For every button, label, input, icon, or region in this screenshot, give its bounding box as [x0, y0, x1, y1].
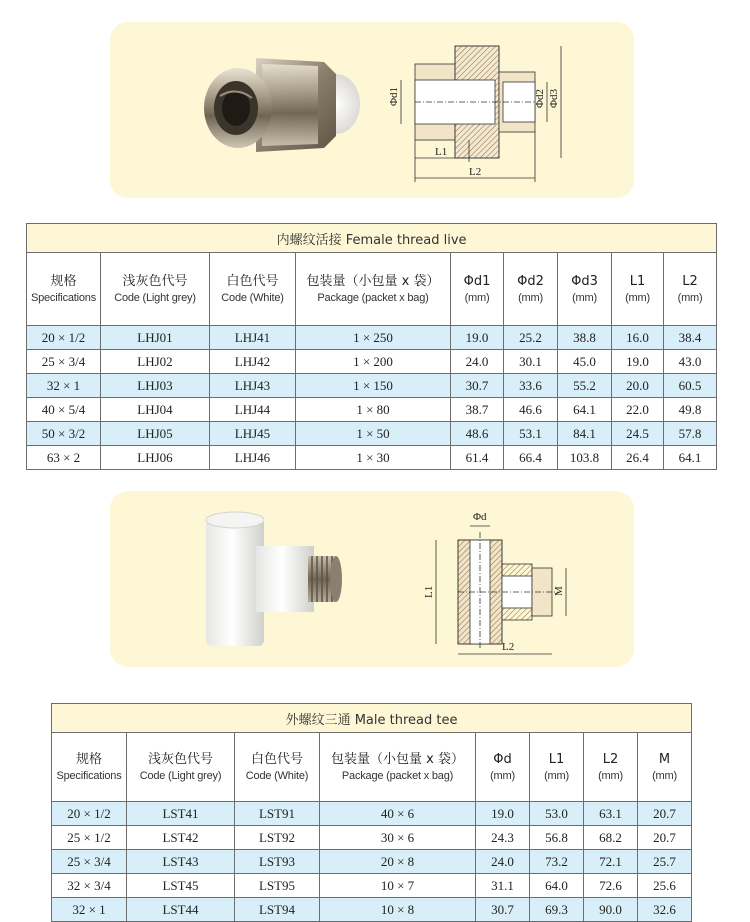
table-cell: 16.0 — [612, 326, 664, 350]
table-cell: 48.6 — [451, 422, 504, 446]
table-cell: 31.1 — [476, 874, 530, 898]
header-spec: 规格 Specifications — [27, 253, 101, 326]
table-cell: LHJ05 — [101, 422, 210, 446]
table-row — [27, 446, 717, 470]
header-l1: L1 (mm) — [530, 733, 584, 802]
table-cell: LST41 — [127, 802, 235, 826]
table-cell: 25.2 — [504, 326, 558, 350]
table-cell: 55.2 — [558, 374, 612, 398]
table-cell: LHJ46 — [210, 446, 296, 470]
header-code-grey: 浅灰色代号 Code (Light grey) — [127, 733, 235, 802]
table-cell: 38.4 — [664, 326, 717, 350]
dim-label-l2: L2 — [502, 641, 515, 653]
header-spec: 规格 Specifications — [52, 733, 127, 802]
table-cell: LST45 — [127, 874, 235, 898]
table-cell: LST93 — [235, 850, 320, 874]
table-cell: 53.0 — [530, 802, 584, 826]
tee-technical-drawing — [418, 502, 588, 662]
table-cell: 84.1 — [558, 422, 612, 446]
header-d1: Φd1 (mm) — [451, 253, 504, 326]
table-cell: 63 × 2 — [27, 446, 101, 470]
dim-label-l2: L2 — [469, 166, 482, 178]
header-d: Φd (mm) — [476, 733, 530, 802]
header-code-white: 白色代号 Code (White) — [210, 253, 296, 326]
table-cell: 10 × 7 — [320, 874, 476, 898]
table-cell: 61.4 — [451, 446, 504, 470]
dim-label-m: M — [553, 586, 565, 596]
table-row — [27, 398, 717, 422]
table-cell: 30.7 — [476, 898, 530, 922]
table-cell: 20.0 — [612, 374, 664, 398]
table-cell: 19.0 — [476, 802, 530, 826]
table-cell: 25 × 3/4 — [52, 850, 127, 874]
table-cell: 46.6 — [504, 398, 558, 422]
table-row — [52, 802, 692, 826]
table-row — [27, 350, 717, 374]
table-cell: LHJ45 — [210, 422, 296, 446]
dim-label-l1: L1 — [423, 585, 435, 598]
table-cell: 1 × 200 — [296, 350, 451, 374]
table-row — [27, 422, 717, 446]
dim-label-d2: Φd2 — [534, 88, 546, 108]
table-cell: 73.2 — [530, 850, 584, 874]
table-cell: 63.1 — [584, 802, 638, 826]
table-cell: LST94 — [235, 898, 320, 922]
table-cell: LST95 — [235, 874, 320, 898]
table-cell: 30 × 6 — [320, 826, 476, 850]
table-cell: 20 × 1/2 — [27, 326, 101, 350]
union-technical-drawing — [385, 32, 575, 190]
table-cell: LHJ04 — [101, 398, 210, 422]
table-cell: LST91 — [235, 802, 320, 826]
table-row — [27, 326, 717, 350]
table-cell: LST92 — [235, 826, 320, 850]
table-cell: 38.7 — [451, 398, 504, 422]
table-cell: 69.3 — [530, 898, 584, 922]
table-cell: 72.6 — [584, 874, 638, 898]
table-cell: 32 × 1 — [52, 898, 127, 922]
header-code-grey: 浅灰色代号 Code (Light grey) — [101, 253, 210, 326]
table-cell: 49.8 — [664, 398, 717, 422]
header-package: 包装量（小包量 x 袋） Package (packet x bag) — [296, 253, 451, 326]
table-cell: LST43 — [127, 850, 235, 874]
table-cell: LHJ06 — [101, 446, 210, 470]
table-cell: 1 × 30 — [296, 446, 451, 470]
header-package: 包装量（小包量 x 袋） Package (packet x bag) — [320, 733, 476, 802]
table-cell: 24.5 — [612, 422, 664, 446]
table-cell: 43.0 — [664, 350, 717, 374]
table-cell: 40 × 6 — [320, 802, 476, 826]
table-row — [52, 826, 692, 850]
table-cell: 24.3 — [476, 826, 530, 850]
table-cell: 22.0 — [612, 398, 664, 422]
table-cell: 1 × 150 — [296, 374, 451, 398]
dim-label-d1: Φd1 — [388, 86, 400, 106]
union-fitting-photo — [196, 40, 368, 170]
table-cell: 1 × 250 — [296, 326, 451, 350]
table-cell: 90.0 — [584, 898, 638, 922]
table-cell: 64.0 — [530, 874, 584, 898]
table-cell: 20.7 — [638, 826, 692, 850]
header-l2: L2 (mm) — [584, 733, 638, 802]
female-thread-union-table — [26, 223, 717, 470]
table-cell: 1 × 80 — [296, 398, 451, 422]
table-cell: 50 × 3/2 — [27, 422, 101, 446]
table-cell: 57.8 — [664, 422, 717, 446]
table-cell: LST44 — [127, 898, 235, 922]
table-cell: 68.2 — [584, 826, 638, 850]
table-cell: LHJ03 — [101, 374, 210, 398]
table-row — [52, 874, 692, 898]
header-d2: Φd2 (mm) — [504, 253, 558, 326]
table-cell: LHJ42 — [210, 350, 296, 374]
table-row — [52, 850, 692, 874]
table-cell: LHJ44 — [210, 398, 296, 422]
table-cell: 33.6 — [504, 374, 558, 398]
table-row — [27, 374, 717, 398]
table-cell: 1 × 50 — [296, 422, 451, 446]
table-cell: 20.7 — [638, 802, 692, 826]
table-cell: LHJ01 — [101, 326, 210, 350]
table-cell: 53.1 — [504, 422, 558, 446]
table-cell: 103.8 — [558, 446, 612, 470]
table-cell: 24.0 — [476, 850, 530, 874]
table-cell: 25.7 — [638, 850, 692, 874]
table-cell: 72.1 — [584, 850, 638, 874]
table-cell: 64.1 — [558, 398, 612, 422]
male-thread-tee-table — [51, 703, 692, 922]
table-cell: 20 × 1/2 — [52, 802, 127, 826]
table-cell: 40 × 5/4 — [27, 398, 101, 422]
table-cell: 30.7 — [451, 374, 504, 398]
dim-label-d3: Φd3 — [548, 88, 560, 108]
table-cell: 25 × 1/2 — [52, 826, 127, 850]
table-cell: 19.0 — [612, 350, 664, 374]
dim-label-d: Φd — [473, 511, 487, 523]
table-cell: 20 × 8 — [320, 850, 476, 874]
table-title: 内螺纹活接 Female thread live — [27, 224, 717, 253]
table-cell: LHJ41 — [210, 326, 296, 350]
table-cell: 32.6 — [638, 898, 692, 922]
header-l1: L1 (mm) — [612, 253, 664, 326]
table-cell: 26.4 — [612, 446, 664, 470]
table-cell: LHJ02 — [101, 350, 210, 374]
tee-fitting-photo — [196, 508, 372, 656]
table-cell: 19.0 — [451, 326, 504, 350]
header-l2: L2 (mm) — [664, 253, 717, 326]
table-cell: 32 × 1 — [27, 374, 101, 398]
table-cell: 25.6 — [638, 874, 692, 898]
table-cell: 30.1 — [504, 350, 558, 374]
table-header-row — [27, 253, 717, 326]
dim-label-l1: L1 — [435, 146, 448, 158]
table-cell: 60.5 — [664, 374, 717, 398]
header-m: M (mm) — [638, 733, 692, 802]
header-code-white: 白色代号 Code (White) — [235, 733, 320, 802]
table-cell: 56.8 — [530, 826, 584, 850]
table-cell: LHJ43 — [210, 374, 296, 398]
table-cell: 32 × 3/4 — [52, 874, 127, 898]
table-title: 外螺纹三通 Male thread tee — [52, 704, 692, 733]
table-cell: 45.0 — [558, 350, 612, 374]
table-cell: 24.0 — [451, 350, 504, 374]
table-cell: 66.4 — [504, 446, 558, 470]
table-cell: 64.1 — [664, 446, 717, 470]
table-cell: 25 × 3/4 — [27, 350, 101, 374]
table-header-row — [52, 733, 692, 802]
table-cell: 38.8 — [558, 326, 612, 350]
table-cell: LST42 — [127, 826, 235, 850]
table-cell: 10 × 8 — [320, 898, 476, 922]
header-d3: Φd3 (mm) — [558, 253, 612, 326]
